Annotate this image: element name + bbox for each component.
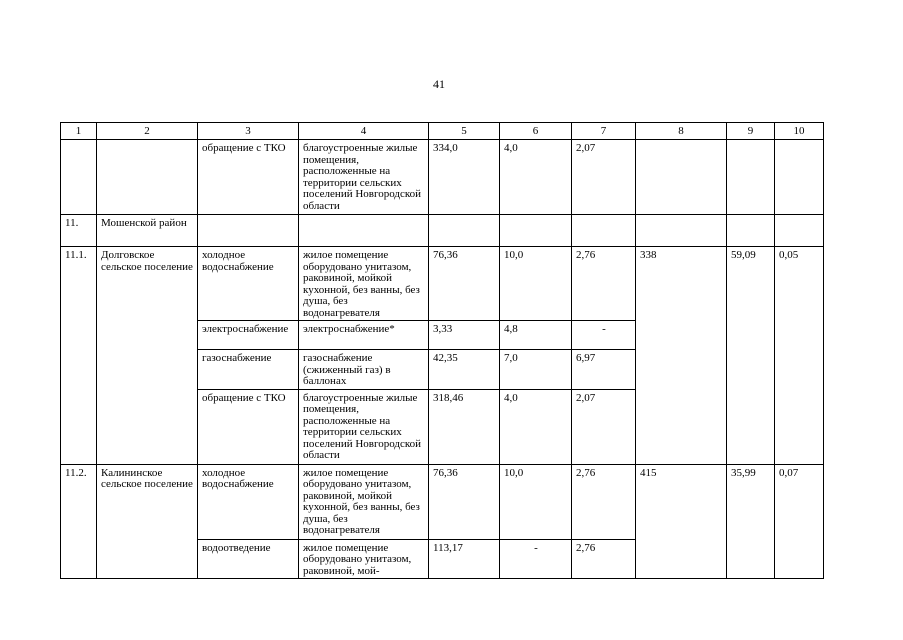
settlement-name: Калининское сельское поселение xyxy=(97,464,198,579)
row-number xyxy=(61,140,97,215)
value-col6: 10,0 xyxy=(500,247,572,321)
value-col8: 415 xyxy=(636,464,727,579)
header-cell: 9 xyxy=(727,123,775,140)
district-name: Мошенской район xyxy=(97,215,198,247)
value-col5: 318,46 xyxy=(429,389,500,464)
housing-category: благоустроенные жилые помещения, расположенные на территории сельских поселений Новгородской области xyxy=(299,140,429,215)
value-col8 xyxy=(636,215,727,247)
value-col5: 76,36 xyxy=(429,464,500,539)
service-type: обращение с ТКО xyxy=(198,389,299,464)
value-col7: 2,07 xyxy=(572,389,636,464)
service-type: обращение с ТКО xyxy=(198,140,299,215)
value-col9: 35,99 xyxy=(727,464,775,579)
header-cell: 8 xyxy=(636,123,727,140)
header-cell: 2 xyxy=(97,123,198,140)
value-col6: - xyxy=(500,539,572,579)
value-col10: 0,07 xyxy=(775,464,824,579)
value-col9 xyxy=(727,140,775,215)
value-col5: 76,36 xyxy=(429,247,500,321)
row-number: 11.1. xyxy=(61,247,97,465)
service-type: газоснабжение xyxy=(198,350,299,390)
value-col6: 7,0 xyxy=(500,350,572,390)
value-col5 xyxy=(429,215,500,247)
header-cell: 5 xyxy=(429,123,500,140)
settlement-name xyxy=(97,140,198,215)
row-number: 11. xyxy=(61,215,97,247)
row-number: 11.2. xyxy=(61,464,97,579)
header-cell: 7 xyxy=(572,123,636,140)
service-type: электроснабжение xyxy=(198,321,299,350)
header-cell: 4 xyxy=(299,123,429,140)
value-col10 xyxy=(775,215,824,247)
value-col6: 4,8 xyxy=(500,321,572,350)
service-type: водоотведение xyxy=(198,539,299,579)
value-col5: 334,0 xyxy=(429,140,500,215)
value-col9 xyxy=(727,215,775,247)
value-col7 xyxy=(572,215,636,247)
housing-category: жилое помещение оборудовано унитазом, раковиной, мойкой кухонной, без ванны, без душа, без водонагревателя xyxy=(299,247,429,321)
header-cell: 3 xyxy=(198,123,299,140)
value-col6: 10,0 xyxy=(500,464,572,539)
table-row xyxy=(61,215,824,247)
housing-category: электроснабжение* xyxy=(299,321,429,350)
value-col8 xyxy=(636,140,727,215)
value-col9: 59,09 xyxy=(727,247,775,465)
value-col7: 2,07 xyxy=(572,140,636,215)
value-col10 xyxy=(775,140,824,215)
header-row xyxy=(61,123,824,140)
value-col6 xyxy=(500,215,572,247)
value-col6: 4,0 xyxy=(500,389,572,464)
service-type: холодное водоснабжение xyxy=(198,247,299,321)
value-col7: 2,76 xyxy=(572,539,636,579)
value-col5: 3,33 xyxy=(429,321,500,350)
value-col5: 113,17 xyxy=(429,539,500,579)
service-type xyxy=(198,215,299,247)
value-col5: 42,35 xyxy=(429,350,500,390)
service-type: холодное водоснабжение xyxy=(198,464,299,539)
tariff-table xyxy=(60,122,824,579)
value-col8: 338 xyxy=(636,247,727,465)
header-cell: 1 xyxy=(61,123,97,140)
value-col7: 2,76 xyxy=(572,247,636,321)
settlement-name: Долговское сельское поселение xyxy=(97,247,198,465)
value-col7: 2,76 xyxy=(572,464,636,539)
table-row xyxy=(61,247,824,321)
value-col6: 4,0 xyxy=(500,140,572,215)
header-cell: 10 xyxy=(775,123,824,140)
page-number: 41 xyxy=(433,77,445,91)
housing-category: благоустроенные жилые помещения, расположенные на территории сельских поселений Новгородской области xyxy=(299,389,429,464)
value-col10: 0,05 xyxy=(775,247,824,465)
housing-category: газоснабжение (сжиженный газ) в баллонах xyxy=(299,350,429,390)
value-col7: 6,97 xyxy=(572,350,636,390)
housing-category: жилое помещение оборудовано унитазом, раковиной, мой- xyxy=(299,539,429,579)
housing-category: жилое помещение оборудовано унитазом, раковиной, мойкой кухонной, без ванны, без душа, без водонагревателя xyxy=(299,464,429,539)
value-col7: - xyxy=(572,321,636,350)
housing-category xyxy=(299,215,429,247)
header-cell: 6 xyxy=(500,123,572,140)
table-row xyxy=(61,464,824,539)
table-row xyxy=(61,140,824,215)
